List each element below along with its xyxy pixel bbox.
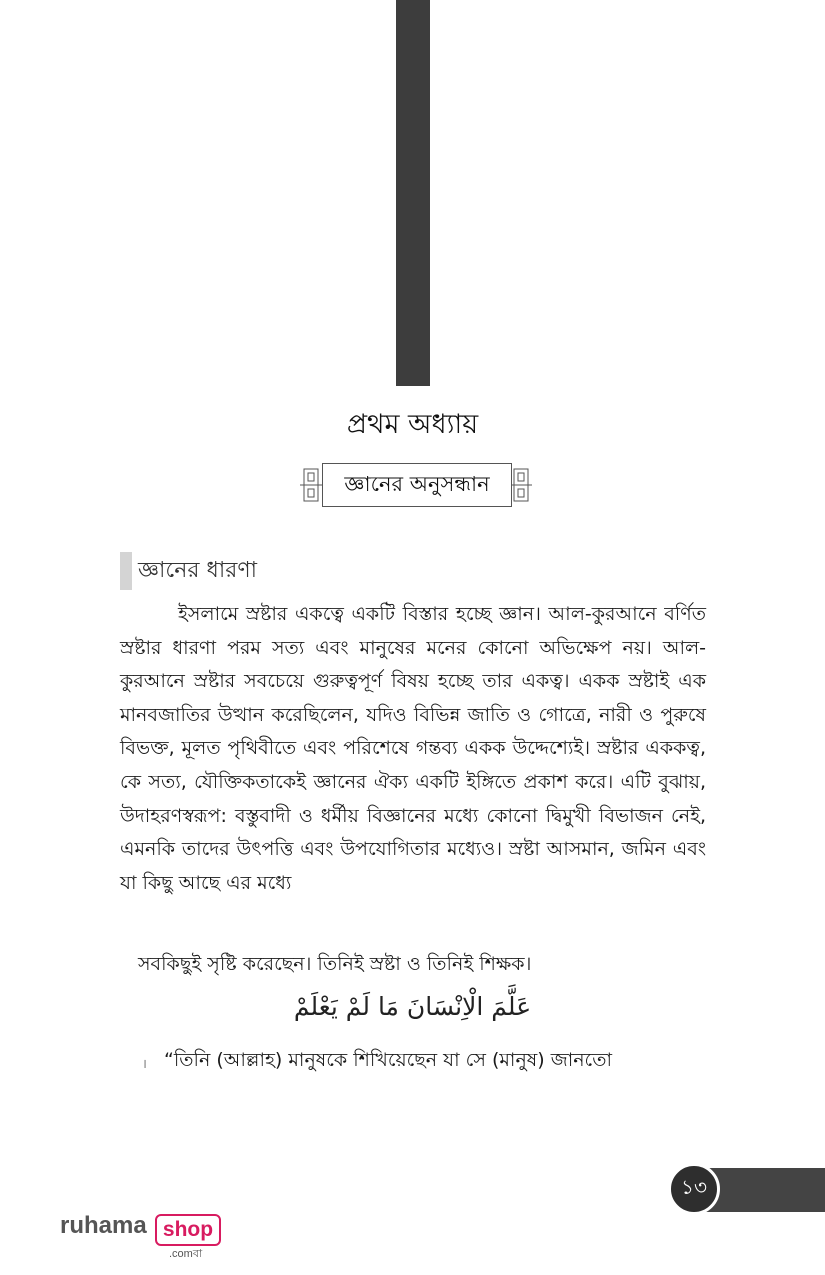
section-heading bbox=[120, 552, 257, 590]
logo-domain: .comবা bbox=[169, 1248, 203, 1260]
logo-badge: shop bbox=[155, 1214, 221, 1246]
body-paragraph: ইসলামে স্রষ্টার একত্বে একটি বিস্তার হচ্ছে জ্ঞান। আল-কুরআনে বর্ণিত স্রষ্টার ধারণা পরম সত্য এবং মানুষের মনের কোনো অভিক্ষেপ নয়। আল-কুরআনে স্রষ্টার সবচেয়ে গুরুত্বপূর্ণ বিষয় হচ্ছে তার একত্ব। একক স্রষ্টাই এক মানবজাতির উত্থান করেছিলেন, যদিও বিভিন্ন জাতি ও গোত্রে, নারী ও পুরুষে বিভক্ত, মূলত পৃথিবীতে এবং পরিশেষে গন্তব্য একক উদ্দেশ্যেই। স্রষ্টার এককত্ব, কে সত্য, যৌক্তিকতাকেই জ্ঞানের ঐক্য একটি ইঙ্গিতে প্রকাশ করে। এটি বুঝায়, উদাহরণস্বরূপ: বস্তুবাদী ও ধর্মীয় বিজ্ঞানের মধ্যে কোনো দ্বিমুখী বিভাজন নেই, এমনকি তাদের উৎপত্তি এবং উপযোগিতার মধ্যেও। স্রষ্টা আসমান, জমিন এবং যা কিছু আছে এর মধ্যে bbox=[120, 603, 706, 894]
arabic-verse: عَلَّمَ الْاِنْسَانَ مَا لَمْ يَعْلَمْ bbox=[293, 992, 532, 1021]
heading-marker bbox=[120, 552, 132, 590]
quote-marker: । bbox=[142, 1057, 147, 1072]
chapter-title: প্রথম অধ্যায় bbox=[346, 409, 479, 440]
section-heading-label: জ্ঞানের ধারণা bbox=[138, 557, 257, 583]
chapter-header-bar bbox=[396, 0, 430, 386]
body-follow-line: সবকিছুই সৃষ্টি করেছেন। তিনিই স্রষ্টা ও তিনিই শিক্ষক। bbox=[138, 953, 532, 975]
chapter-subtitle: জ্ঞানের অনুসন্ধান bbox=[322, 463, 512, 507]
page-number: ১৩ bbox=[668, 1163, 720, 1215]
chapter-subtitle-frame bbox=[298, 461, 534, 509]
verse-translation: “তিনি (আল্লাহ) মানুষকে শিখিয়েছেন যা সে (মানুষ) জানতো bbox=[164, 1049, 612, 1071]
logo-word: ruhama bbox=[60, 1212, 147, 1239]
